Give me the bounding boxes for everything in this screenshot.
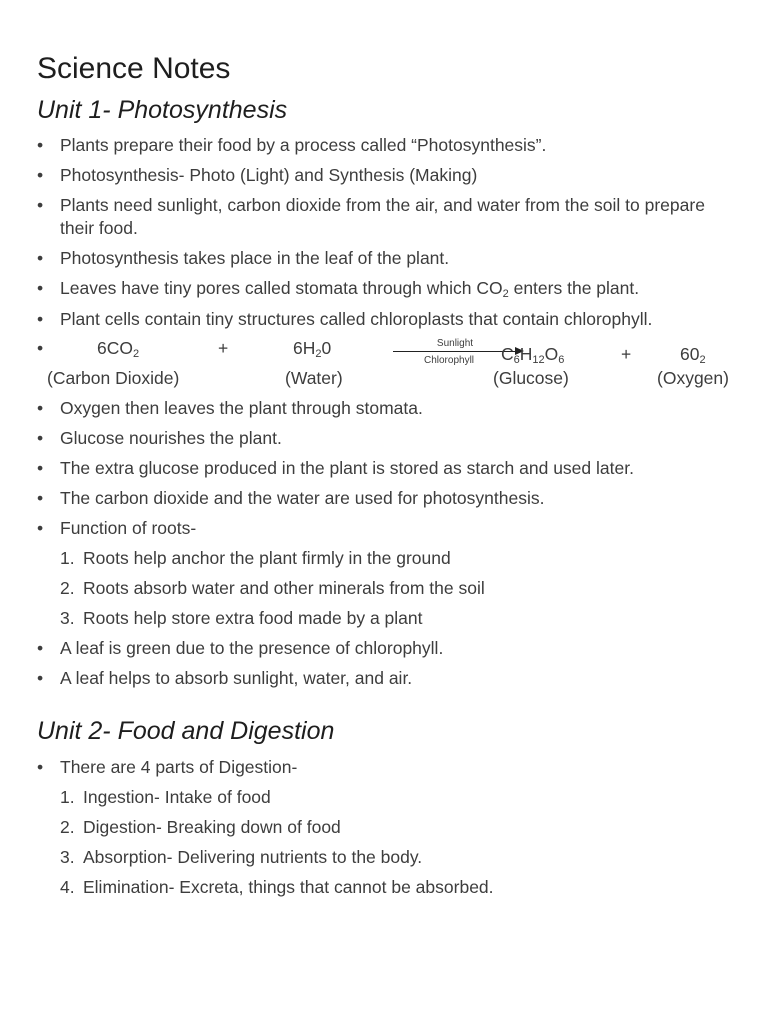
equation-water: $6H_20$ (293, 338, 332, 360)
bullet-icon (37, 427, 43, 450)
bullet-icon (37, 308, 43, 331)
bullet-icon (37, 517, 43, 540)
unit2-heading: Unit 2- Food and Digestion (37, 717, 335, 745)
equation-co2: $6CO_2$ (97, 338, 140, 360)
bullet-icon (37, 134, 43, 157)
equation-plus: + (621, 344, 632, 364)
label-carbon-dioxide: (Carbon Dioxide) (47, 368, 180, 388)
bullet-icon (37, 164, 43, 187)
bullet-icon (37, 667, 43, 690)
arrow-icon (393, 351, 517, 352)
equation-glucose: $C_6H_{12}O_6$ (501, 344, 565, 366)
unit1-heading: Unit 1- Photosynthesis (37, 96, 288, 124)
bullet-icon (37, 277, 43, 300)
label-water: (Water) (285, 368, 343, 388)
bullet-icon (37, 397, 43, 420)
bullet-icon: • (37, 338, 44, 358)
bullet-icon (37, 247, 43, 270)
label-glucose: (Glucose) (493, 368, 569, 388)
bullet-icon (37, 756, 43, 779)
arrow-label-chlorophyll: Chlorophyll (423, 355, 475, 366)
bullet-icon (37, 487, 43, 510)
equation-oxygen: $60_2$ (680, 344, 706, 366)
bullet-icon (37, 457, 43, 480)
arrow-label-sunlight: Sunlight (436, 338, 474, 349)
photosynthesis-equation (37, 338, 747, 398)
equation-plus: + (218, 338, 229, 358)
page-title: Science Notes (37, 52, 231, 85)
bullet-icon (37, 637, 43, 660)
label-oxygen: (Oxygen) (657, 368, 729, 388)
document-page: Science Notes Unit 1- Photosynthesis • Plants prepare their food by a process called “Photosynthesis”. • Photosynthesis- Photo (Light) and Synthesis (Making) • Plants need sunlight, carbon dioxide from the air, and water from the soil to prepare their food. • Photosynthesis takes place in the leaf of the plant. • Leaves have tiny pores called stomata through which $CO_2$ enters the plant. • Plant cells contain tiny structures called chloroplasts that contain chlorophyll. • $6CO_2$ + $6H_20$ Sunlight Chlorophyll $C_6H_{12}O_6$ + $60_2$ (Carbon Dioxide) (Water) (Glucose) (Oxygen) • Oxygen then leaves the plant through stomata. • Glucose nourishes the plant. • The extra glucose produced in the plant is stored as starch and used later. • The carbon dioxide and the water are used for photosynthesis. • Function of roots- 1. Roots help anchor the plant firmly in the ground 2. Roots absorb water and other minerals from the soil 3. Roots help store extra food made by a plant • A leaf is green due to the presence of chlorophyll. • A leaf helps to absorb sunlight, water, and air. Unit 2- Food and Digestion • There are 4 parts of Digestion- 1. Ingestion- Intake of food 2. Digestion- Breaking down of food 3. Absorption- Delivering nutrients to the body. 4. Elimination- Excreta, things that cannot be absorbed. (0, 0, 768, 1024)
bullet-icon (37, 194, 43, 217)
